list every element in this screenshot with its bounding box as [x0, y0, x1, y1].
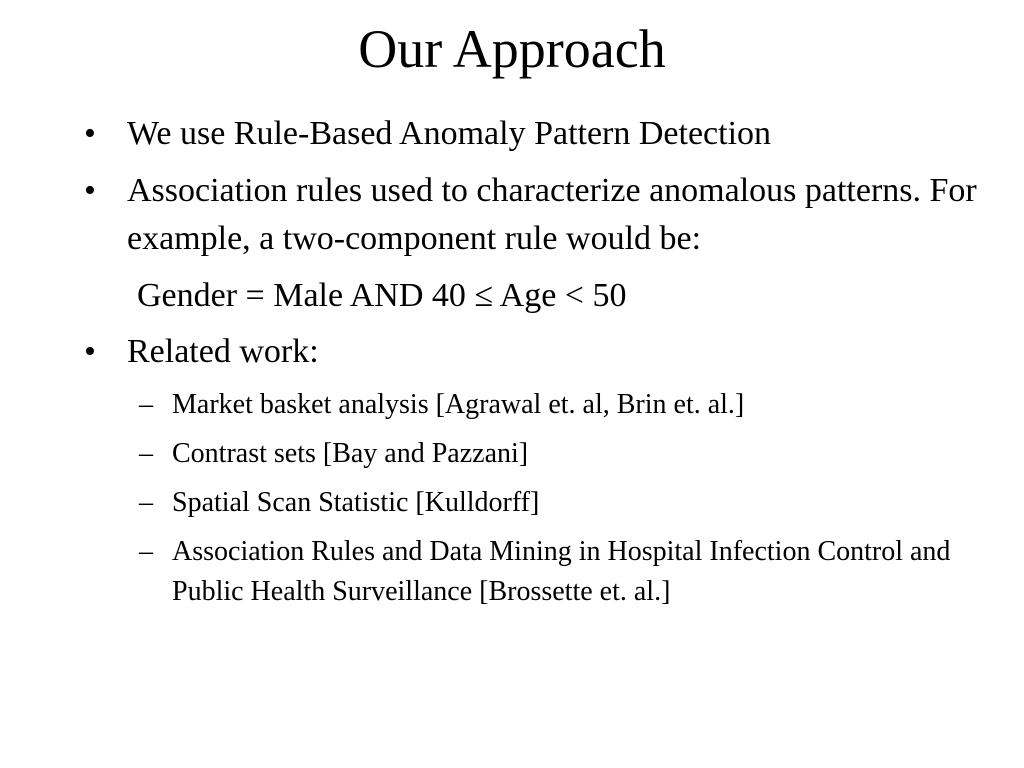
slide-title: Our Approach [358, 19, 666, 79]
sub-bullet-item [84, 532, 984, 612]
dash-marker: – [139, 487, 153, 518]
bullet-text: Related work: [127, 333, 319, 370]
bullet-text: Association rules used to characterize anomalous patterns. For example, a two-component rule would be: [127, 172, 977, 257]
sub-bullet-item [84, 483, 984, 523]
sub-bullet-item [84, 385, 984, 425]
bullet-marker: • [84, 172, 96, 209]
dash-marker: – [139, 536, 153, 567]
sub-bullet-item [84, 434, 984, 474]
sub-bullet-text: Contrast sets [Bay and Pazzani] [172, 438, 529, 469]
bullet-item-related-work [84, 328, 984, 376]
bullet-marker: • [84, 115, 96, 152]
related-work-sublist-container [84, 385, 984, 612]
bullet-list [84, 110, 984, 621]
related-work-sublist [84, 385, 984, 612]
dash-marker: – [139, 438, 153, 469]
rule-formula: Gender = Male AND 40 ≤ Age < 50 [137, 277, 627, 314]
bullet-item [84, 110, 984, 158]
sub-bullet-text: Association Rules and Data Mining in Hospital Infection Control and Public Health Surveillance [Brossette et. al.] [172, 536, 951, 607]
dash-marker: – [139, 389, 153, 420]
sub-bullet-text: Spatial Scan Statistic [Kulldorff] [172, 487, 540, 518]
bullet-marker: • [84, 333, 96, 370]
bullet-text: We use Rule-Based Anomaly Pattern Detection [127, 115, 772, 152]
bullet-item [84, 167, 984, 263]
sub-bullet-text: Market basket analysis [Agrawal et. al, Brin et. al.] [172, 389, 745, 420]
